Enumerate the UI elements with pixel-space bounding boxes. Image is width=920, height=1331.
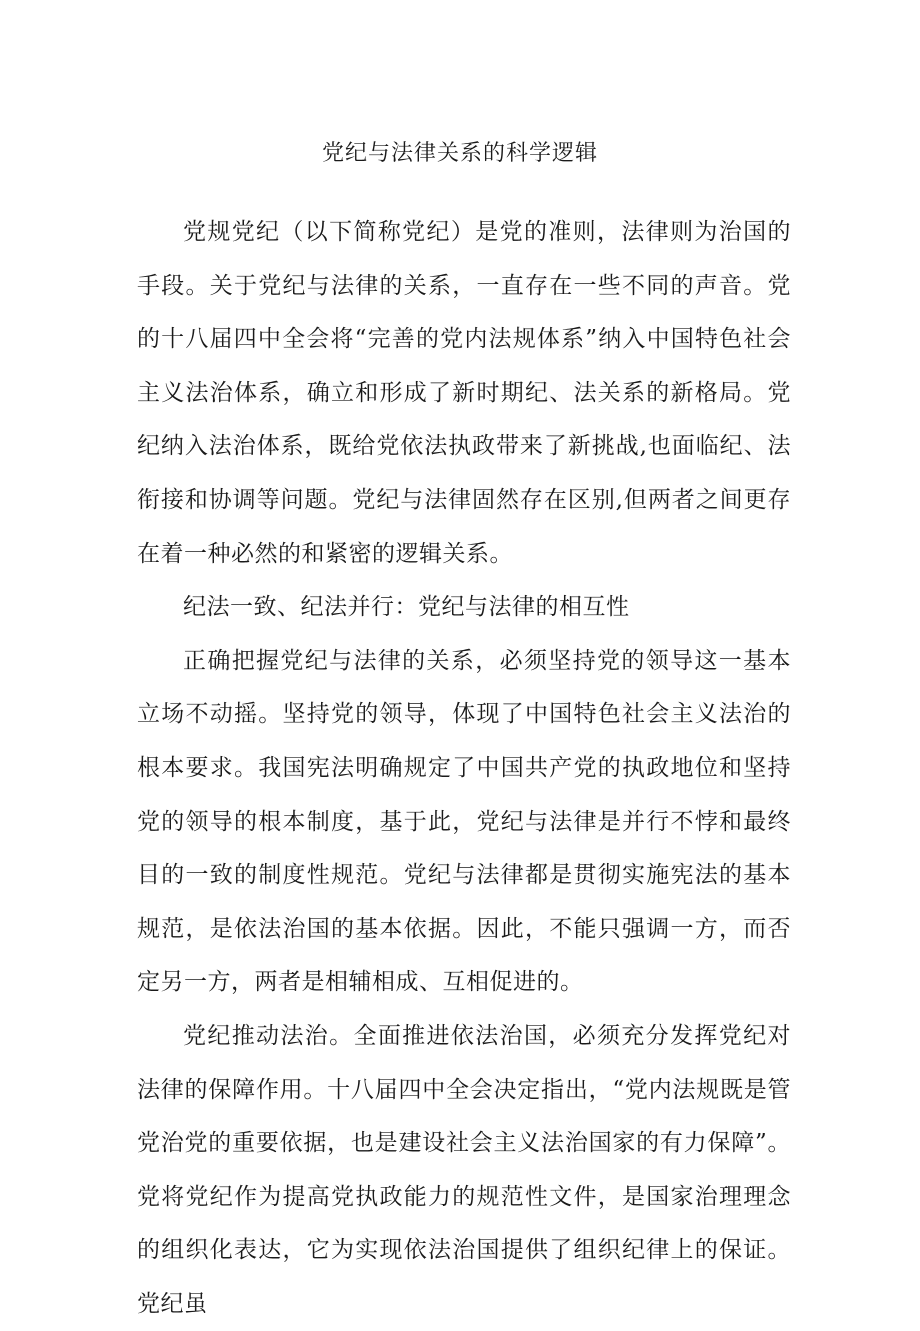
section-heading: 纪法一致、纪法并行：党纪与法律的相互性 xyxy=(183,594,630,621)
document-body xyxy=(137,206,791,1331)
paragraph-discipline-promotes-rule-of-law: 党纪推动法治。全面推进依法治国，必须充分发挥党纪对法律的保障作用。十八届四中全会决定指出，“党内法规既是管党治党的重要依据，也是建设社会主义法治国家的有力保障”。党将党纪作为提高党执政能力的规范性文件，是国家治理理念的组织化表达，它为实现依法治国提供了组织纪律上的保证。党纪虽 xyxy=(137,1022,791,1317)
paragraph-party-leadership: 正确把握党纪与法律的关系，必须坚持党的领导这一基本立场不动摇。坚持党的领导，体现了中国特色社会主义法治的根本要求。我国宪法明确规定了中国共产党的执政地位和坚持党的领导的根本制度，基于此，党纪与法律是并行不悖和最终目的一致的制度性规范。党纪与法律都是贯彻实施宪法的基本规范，是依法治国的基本依据。因此，不能只强调一方，而否定另一方，两者是相辅相成、互相促进的。 xyxy=(137,647,791,996)
document-title: 党纪与法律关系的科学逻辑 xyxy=(321,141,598,166)
paragraph-intro: 党规党纪（以下简称党纪）是党的准则，法律则为治国的手段。关于党纪与法律的关系，一直存在一些不同的声音。党的十八届四中全会将“完善的党内法规体系”纳入中国特色社会主义法治体系，确立和形成了新时期纪、法关系的新格局。党纪纳入法治体系，既给党依法执政带来了新挑战,也面临纪、法衔接和协调等问题。党纪与法律固然存在区别,但两者之间更存在着一种必然的和紧密的逻辑关系。 xyxy=(137,219,791,567)
